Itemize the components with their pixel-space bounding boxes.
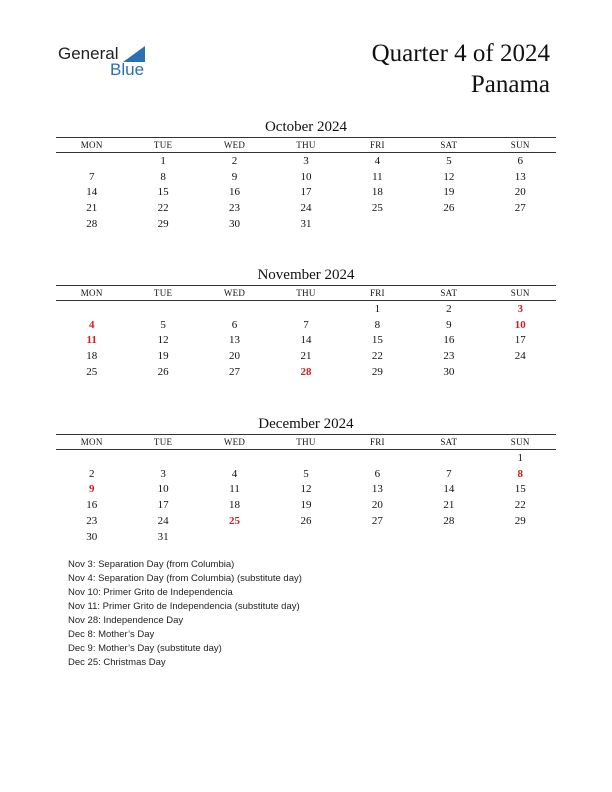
day-cell: 30	[229, 218, 241, 231]
day-cell: 1	[374, 302, 381, 315]
weekday-header-row	[56, 434, 556, 450]
day-cell: 22	[371, 350, 383, 363]
holiday-entry: Nov 28: Independence Day	[68, 615, 184, 626]
holiday-day-cell: 9	[88, 483, 95, 496]
day-cell: 5	[446, 154, 452, 167]
day-cell: 12	[157, 334, 169, 347]
country-title: Panama	[470, 71, 550, 98]
holiday-list	[68, 558, 302, 670]
holiday-day-cell: 28	[300, 366, 312, 379]
day-cell: 23	[229, 202, 241, 215]
day-cell: 26	[443, 202, 455, 215]
day-cell: 31	[157, 530, 169, 543]
holiday-entry: Nov 11: Primer Grito de Independencia (substitute day)	[68, 601, 300, 612]
week-row	[56, 153, 556, 169]
day-cell: 20	[371, 499, 383, 512]
holiday-day-cell: 10	[514, 318, 526, 331]
weekday-label: FRI	[369, 288, 385, 298]
day-cell: 15	[157, 186, 169, 199]
month-october	[56, 117, 556, 232]
week-row	[56, 317, 556, 333]
day-cell: 20	[229, 350, 241, 363]
day-cell: 14	[86, 186, 98, 199]
month-title: October 2024	[264, 119, 348, 135]
day-cell: 4	[374, 154, 381, 167]
week-row	[56, 200, 556, 216]
holiday-entry: Dec 9: Mother’s Day (substitute day)	[68, 643, 222, 654]
day-cell: 9	[231, 170, 238, 183]
day-cell: 29	[371, 366, 383, 379]
day-cell: 12	[300, 483, 312, 496]
holiday-day-cell: 3	[517, 302, 523, 315]
day-cell: 26	[157, 366, 169, 379]
weekday-label: SUN	[510, 288, 530, 298]
day-cell: 29	[157, 218, 169, 231]
day-cell: 21	[86, 202, 98, 215]
weekday-label: SAT	[440, 140, 458, 150]
day-cell: 16	[86, 499, 98, 512]
holiday-entry: Dec 25: Christmas Day	[68, 657, 166, 668]
week-row	[56, 216, 556, 232]
day-cell: 25	[371, 202, 383, 215]
day-cell: 28	[86, 218, 98, 231]
day-cell: 16	[229, 186, 241, 199]
day-cell: 27	[371, 515, 383, 528]
holiday-day-cell: 25	[229, 515, 241, 528]
day-cell: 17	[300, 186, 312, 199]
day-cell: 7	[88, 170, 95, 183]
week-row	[56, 185, 556, 201]
day-cell: 10	[300, 170, 312, 183]
weekday-label: WED	[223, 288, 246, 298]
day-cell: 19	[300, 499, 312, 512]
weekday-label: MON	[80, 288, 103, 298]
day-cell: 1	[160, 154, 166, 167]
month-december	[56, 414, 556, 545]
day-cell: 3	[160, 467, 166, 480]
day-cell: 5	[303, 467, 309, 480]
week-row	[56, 482, 556, 498]
day-cell: 13	[229, 334, 241, 347]
day-cell: 10	[157, 483, 169, 496]
day-cell: 29	[514, 515, 526, 528]
day-cell: 17	[157, 499, 169, 512]
day-cell: 24	[300, 202, 312, 215]
day-cell: 18	[371, 186, 383, 199]
day-cell: 30	[443, 366, 455, 379]
day-cell: 4	[231, 467, 238, 480]
weekday-label: MON	[80, 437, 103, 447]
day-cell: 6	[517, 154, 523, 167]
day-cell: 13	[371, 483, 383, 496]
weekday-label: SUN	[510, 140, 530, 150]
weekday-label: MON	[80, 140, 103, 150]
day-cell: 1	[517, 451, 523, 464]
week-row	[56, 466, 556, 482]
logo-blue-text: Blue	[110, 60, 145, 79]
weekday-label: SAT	[440, 288, 458, 298]
week-row	[56, 497, 556, 513]
day-cell: 22	[514, 499, 526, 512]
day-cell: 15	[514, 483, 526, 496]
logo-general-text: General	[58, 44, 119, 63]
generalblue-logo	[58, 44, 168, 84]
day-cell: 14	[300, 334, 312, 347]
day-cell: 8	[160, 170, 166, 183]
week-row	[56, 513, 556, 529]
day-cell: 21	[300, 350, 312, 363]
day-cell: 5	[160, 318, 166, 331]
day-cell: 18	[86, 350, 98, 363]
day-cell: 19	[157, 350, 169, 363]
holiday-entry: Dec 8: Mother’s Day	[68, 629, 155, 640]
day-cell: 15	[371, 334, 383, 347]
day-cell: 24	[157, 515, 169, 528]
day-cell: 16	[443, 334, 455, 347]
day-cell: 17	[514, 334, 526, 347]
day-cell: 31	[300, 218, 312, 231]
weekday-label: SUN	[510, 437, 530, 447]
week-row	[56, 529, 556, 545]
day-cell: 2	[88, 467, 95, 480]
quarter-title: Quarter 4 of 2024	[371, 40, 550, 67]
day-cell: 21	[443, 499, 455, 512]
week-row	[56, 169, 556, 185]
day-cell: 30	[86, 530, 98, 543]
day-cell: 27	[229, 366, 241, 379]
day-cell: 27	[514, 202, 526, 215]
day-cell: 26	[300, 515, 312, 528]
day-cell: 2	[446, 302, 452, 315]
week-row	[56, 364, 556, 380]
weekday-label: FRI	[369, 437, 385, 447]
day-cell: 23	[443, 350, 455, 363]
page-title	[372, 38, 550, 100]
weekday-header-row	[56, 137, 556, 153]
day-cell: 22	[157, 202, 169, 215]
day-cell: 13	[514, 170, 526, 183]
weekday-label: THU	[296, 437, 316, 447]
holiday-entry: Nov 10: Primer Grito de Independencia	[68, 587, 233, 598]
week-row	[56, 301, 556, 317]
day-cell: 6	[231, 318, 238, 331]
holiday-day-cell: 4	[88, 318, 95, 331]
holiday-day-cell: 11	[86, 334, 97, 347]
holiday-day-cell: 8	[517, 467, 523, 480]
day-cell: 19	[443, 186, 455, 199]
day-cell: 18	[229, 499, 241, 512]
day-cell: 12	[443, 170, 455, 183]
day-cell: 28	[443, 515, 455, 528]
weekday-label: THU	[296, 140, 316, 150]
week-row	[56, 348, 556, 364]
day-cell: 14	[443, 483, 455, 496]
weekday-label: WED	[223, 140, 246, 150]
weekday-label: FRI	[369, 140, 385, 150]
day-cell: 2	[231, 154, 238, 167]
day-cell: 6	[374, 467, 381, 480]
holiday-entry: Nov 3: Separation Day (from Columbia)	[68, 559, 235, 570]
day-cell: 23	[86, 515, 98, 528]
weekday-label: SAT	[440, 437, 458, 447]
weekday-label: WED	[223, 437, 246, 447]
month-title: November 2024	[257, 267, 355, 283]
day-cell: 9	[446, 318, 452, 331]
day-cell: 11	[229, 483, 240, 496]
day-cell: 7	[446, 467, 452, 480]
day-cell: 11	[372, 170, 383, 183]
weekday-header-row	[56, 285, 556, 301]
week-row	[56, 450, 556, 466]
week-row	[56, 333, 556, 349]
day-cell: 7	[303, 318, 309, 331]
day-cell: 8	[374, 318, 381, 331]
weekday-label: TUE	[153, 288, 173, 298]
month-title: December 2024	[258, 416, 354, 432]
weekday-label: THU	[296, 288, 316, 298]
weekday-label: TUE	[153, 437, 173, 447]
day-cell: 25	[86, 366, 98, 379]
day-cell: 24	[514, 350, 526, 363]
day-cell: 20	[514, 186, 526, 199]
month-november	[56, 265, 556, 380]
weekday-label: TUE	[153, 140, 173, 150]
day-cell: 3	[303, 154, 309, 167]
holiday-entry: Nov 4: Separation Day (from Columbia) (substitute day)	[68, 573, 302, 584]
